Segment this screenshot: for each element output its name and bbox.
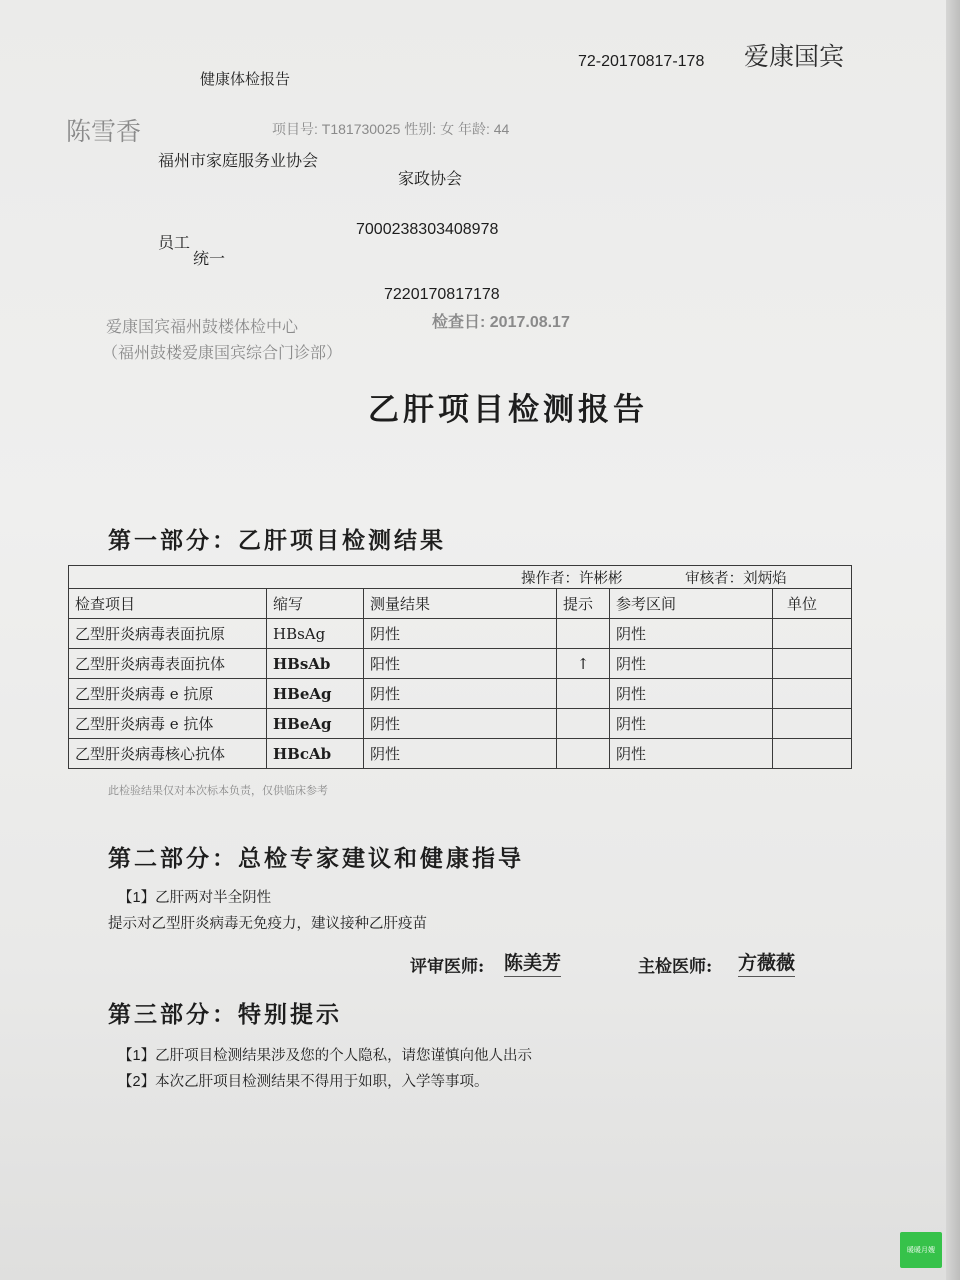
row-item: 乙型肝炎病毒核心抗体 <box>69 739 267 769</box>
clinic-name: （福州鼓楼爱康国宾综合门诊部） <box>102 343 343 362</box>
row-unit <box>773 679 852 709</box>
report-number: 72-20170817-178 <box>578 53 705 70</box>
row-result: 阳性 <box>364 649 557 679</box>
center-name: 爱康国宾福州鼓楼体检中心 <box>106 317 299 336</box>
table-row <box>69 619 852 649</box>
row-ref: 阴性 <box>610 739 773 769</box>
col-item: 检查项目 <box>69 589 267 619</box>
reviewer-signature: 陈美芳 <box>504 948 561 977</box>
col-unit: 单位 <box>773 589 852 619</box>
row-tip <box>557 739 610 769</box>
row-tip <box>557 679 610 709</box>
row-item: 乙型肝炎病毒表面抗原 <box>69 619 267 649</box>
row-item: 乙型肝炎病毒 e 抗体 <box>69 709 267 739</box>
col-ref: 参考区间 <box>610 589 773 619</box>
row-tip <box>557 619 610 649</box>
col-result: 测量结果 <box>364 589 557 619</box>
chief-label: 主检医师: <box>638 957 713 977</box>
table-row <box>69 649 852 679</box>
row-item: 乙型肝炎病毒 e 抗原 <box>69 679 267 709</box>
brand-logo: 爱康国宾 <box>744 42 845 71</box>
row-unit <box>773 709 852 739</box>
row-abbr: HBsAb <box>267 649 364 679</box>
table-row <box>69 709 852 739</box>
org-short: 家政协会 <box>398 169 463 188</box>
patient-name: 陈雪香 <box>66 117 142 146</box>
table-row <box>69 679 852 709</box>
row-ref: 阴性 <box>610 649 773 679</box>
part3-tip-2: 【2】本次乙肝项目检测结果不得用于如职，入学等事项。 <box>118 1074 489 1090</box>
barcode-number: 7220170817178 <box>384 286 500 303</box>
results-table <box>68 565 852 769</box>
employee-number: 7000238303408978 <box>356 221 499 238</box>
report-kind: 健康体检报告 <box>200 71 291 88</box>
report-title: 乙肝项目检测报告 <box>368 392 648 428</box>
part2-item: 【1】乙肝两对半全阴性 <box>118 890 272 906</box>
row-abbr: HBcAb <box>267 739 364 769</box>
row-result: 阴性 <box>364 619 557 649</box>
row-tip <box>557 709 610 739</box>
paper-edge <box>946 0 960 1280</box>
exam-date: 检查日: 2017.08.17 <box>432 314 570 331</box>
part2-advice: 提示对乙型肝炎病毒无免疫力，建议接种乙肝疫苗 <box>108 916 427 932</box>
patient-id-line: 项目号: T181730025 性别: 女 年龄: 44 <box>272 121 510 137</box>
part2-heading: 第二部分：总检专家建议和健康指导 <box>108 845 524 872</box>
unified-label: 统一 <box>193 249 226 268</box>
row-result: 阴性 <box>364 709 557 739</box>
row-unit <box>773 739 852 769</box>
row-result: 阴性 <box>364 739 557 769</box>
row-ref: 阴性 <box>610 709 773 739</box>
table-row <box>69 739 852 769</box>
row-result: 阴性 <box>364 679 557 709</box>
app-watermark-badge: 暖暖月嫂 <box>900 1232 942 1268</box>
row-abbr: HBsAg <box>267 619 364 649</box>
table-meta-row <box>69 566 852 589</box>
operator: 操作者：许彬彬 <box>521 570 623 587</box>
part1-heading: 第一部分：乙肝项目检测结果 <box>108 527 446 554</box>
employee-label: 员工 <box>158 233 191 252</box>
row-ref: 阴性 <box>610 679 773 709</box>
chief-signature: 方薇薇 <box>738 948 795 977</box>
table-header-row <box>69 589 852 619</box>
row-abbr: HBeAg <box>267 679 364 709</box>
reviewer-label: 评审医师: <box>410 957 485 977</box>
row-unit <box>773 649 852 679</box>
col-abbr: 缩写 <box>267 589 364 619</box>
row-ref: 阴性 <box>610 619 773 649</box>
result-note: 此检验结果仅对本次标本负责，仅供临床参考 <box>108 785 328 797</box>
part3-tip-1: 【1】乙肝项目检测结果涉及您的个人隐私，请您谨慎向他人出示 <box>118 1048 533 1064</box>
row-abbr: HBeAg <box>267 709 364 739</box>
row-tip-up-arrow: ↑ <box>557 649 610 679</box>
row-item: 乙型肝炎病毒表面抗体 <box>69 649 267 679</box>
row-unit <box>773 619 852 649</box>
org-name: 福州市家庭服务业协会 <box>158 151 319 170</box>
col-tip: 提示 <box>557 589 610 619</box>
part3-heading: 第三部分：特别提示 <box>108 1001 342 1028</box>
reviewer: 审核者：刘炳焰 <box>685 570 787 587</box>
